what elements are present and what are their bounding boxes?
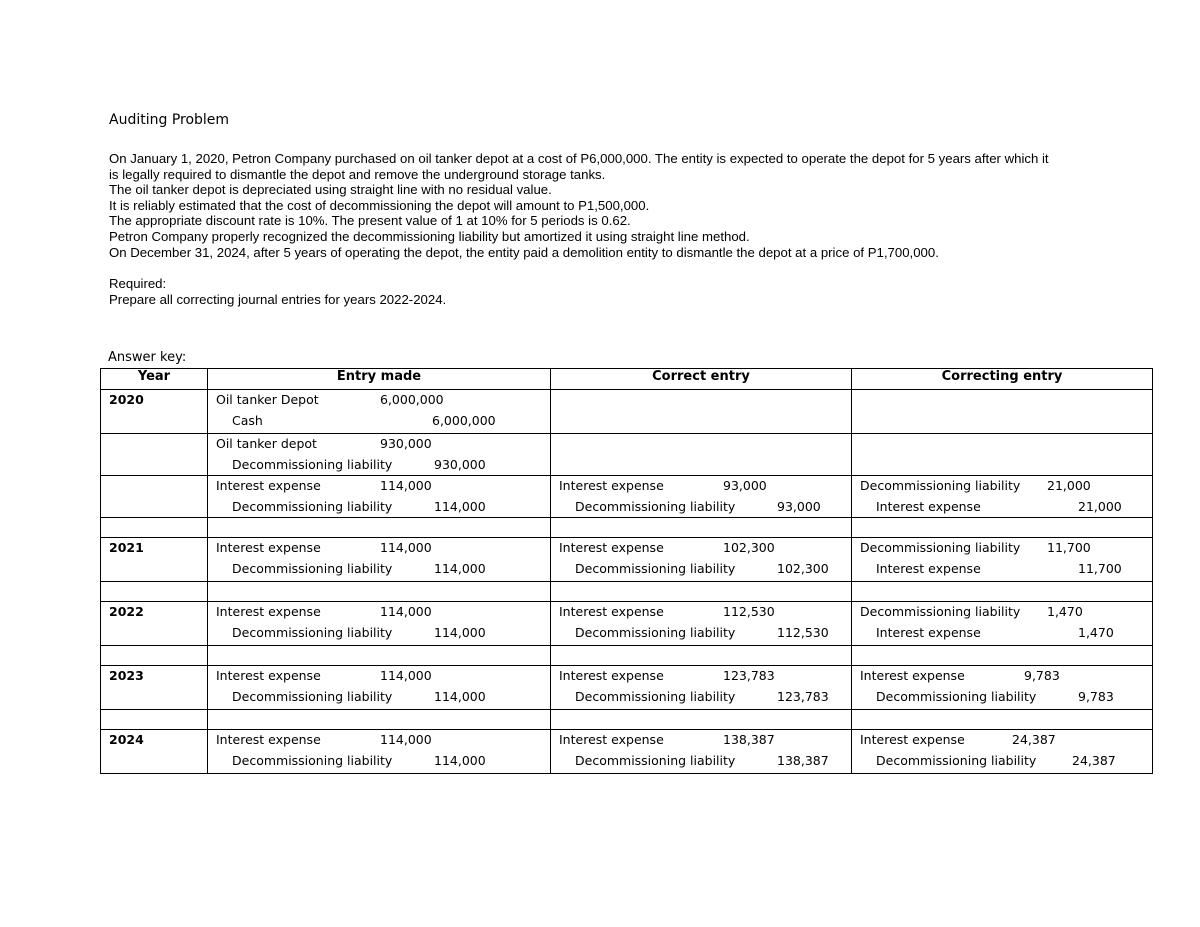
credit-amount: 112,530 <box>777 624 829 640</box>
debit-amount: 114,000 <box>380 604 432 619</box>
credit-account: Interest expense <box>876 624 981 640</box>
debit-amount: 93,000 <box>723 478 767 493</box>
credit-amount: 93,000 <box>777 498 821 514</box>
debit-account: Interest expense <box>216 732 321 747</box>
debit-amount: 6,000,000 <box>380 392 444 407</box>
required-label: Required: <box>109 276 167 291</box>
answer-key-label: Answer key: <box>108 350 187 365</box>
year-cell: 2022 <box>101 602 208 646</box>
entry-made-cell <box>208 476 551 518</box>
credit-account: Decommissioning liability <box>575 752 736 768</box>
credit-amount: 24,387 <box>1072 752 1116 768</box>
year-cell: 2024 <box>101 730 208 774</box>
problem-line: On December 31, 2024, after 5 years of operating the depot, the entity paid a demolition entity to dismantle the depot at a price of P1,700,000. <box>109 244 939 260</box>
credit-amount: 114,000 <box>434 498 486 514</box>
problem-line: On January 1, 2020, Petron Company purchased on oil tanker depot at a cost of P6,000,000. The entity is expected to operate the depot for 5 years after which it <box>109 151 1049 166</box>
problem-statement <box>109 151 1109 260</box>
entry-made-cell <box>208 538 551 582</box>
correcting-entry-cell <box>852 666 1153 710</box>
correct-entry-cell <box>551 730 852 774</box>
correcting-entry-cell <box>852 538 1153 582</box>
correct-entry-cell <box>551 538 852 582</box>
credit-amount: 1,470 <box>1078 624 1114 640</box>
correct-entry-cell <box>551 390 852 434</box>
debit-account: Oil tanker Depot <box>216 392 319 407</box>
entry-made-cell <box>208 390 551 434</box>
correcting-entry-cell <box>852 602 1153 646</box>
problem-line: It is reliably estimated that the cost of decommissioning the depot will amount to P1,500,000. <box>109 197 650 213</box>
credit-account: Decommissioning liability <box>232 624 393 640</box>
problem-line: Petron Company properly recognized the decommissioning liability but amortized it using straight line method. <box>109 228 750 244</box>
credit-amount: 6,000,000 <box>432 412 496 428</box>
correct-entry-cell <box>551 602 852 646</box>
document-title: Auditing Problem <box>109 112 230 128</box>
debit-amount: 114,000 <box>380 540 432 555</box>
debit-account: Interest expense <box>559 732 664 747</box>
credit-amount: 11,700 <box>1078 560 1122 576</box>
correcting-entry-cell <box>852 390 1153 434</box>
credit-account: Decommissioning liability <box>575 688 736 704</box>
debit-account: Interest expense <box>559 668 664 683</box>
credit-amount: 114,000 <box>434 560 486 576</box>
year-cell: 2023 <box>101 666 208 710</box>
debit-account: Oil tanker depot <box>216 436 317 451</box>
correct-entry-cell <box>551 476 852 518</box>
credit-amount: 114,000 <box>434 624 486 640</box>
year-cell: 2021 <box>101 538 208 582</box>
debit-amount: 138,387 <box>723 732 775 747</box>
debit-account: Interest expense <box>860 668 965 683</box>
debit-amount: 114,000 <box>380 732 432 747</box>
required-section <box>109 276 446 307</box>
correcting-entry-cell <box>852 730 1153 774</box>
debit-account: Interest expense <box>860 732 965 747</box>
credit-account: Cash <box>232 412 263 428</box>
debit-account: Interest expense <box>216 478 321 493</box>
entry-made-cell <box>208 434 551 476</box>
credit-amount: 21,000 <box>1078 498 1122 514</box>
debit-account: Interest expense <box>559 478 664 493</box>
debit-account: Decommissioning liability <box>860 604 1021 619</box>
table-row <box>101 390 1153 434</box>
credit-account: Decommissioning liability <box>232 456 393 472</box>
debit-amount: 21,000 <box>1047 478 1091 493</box>
debit-amount: 102,300 <box>723 540 775 555</box>
header-entry-made: Entry made <box>208 369 551 390</box>
credit-account: Decommissioning liability <box>232 752 393 768</box>
debit-amount: 1,470 <box>1047 604 1083 619</box>
debit-account: Decommissioning liability <box>860 478 1021 493</box>
problem-line: is legally required to dismantle the depot and remove the underground storage tanks. <box>109 166 606 182</box>
debit-amount: 112,530 <box>723 604 775 619</box>
credit-account: Decommissioning liability <box>575 498 736 514</box>
table-header-row <box>101 369 1153 390</box>
debit-account: Interest expense <box>216 668 321 683</box>
answer-key-table <box>100 368 1153 774</box>
problem-line: The oil tanker depot is depreciated using straight line with no residual value. <box>109 182 552 198</box>
spacer-row <box>101 710 1153 730</box>
credit-account: Interest expense <box>876 560 981 576</box>
credit-amount: 930,000 <box>434 456 486 472</box>
correcting-entry-cell <box>852 476 1153 518</box>
debit-amount: 114,000 <box>380 478 432 493</box>
credit-account: Decommissioning liability <box>575 624 736 640</box>
spacer-row <box>101 518 1153 538</box>
year-cell <box>101 476 208 518</box>
table-row <box>101 602 1153 646</box>
debit-amount: 9,783 <box>1024 668 1060 683</box>
required-text: Prepare all correcting journal entries for years 2022-2024. <box>109 291 447 307</box>
table-row <box>101 730 1153 774</box>
year-cell <box>101 434 208 476</box>
debit-amount: 123,783 <box>723 668 775 683</box>
credit-account: Decommissioning liability <box>575 560 736 576</box>
credit-amount: 123,783 <box>777 688 829 704</box>
year-cell: 2020 <box>101 390 208 434</box>
header-correcting-entry: Correcting entry <box>852 369 1153 390</box>
header-year: Year <box>101 369 208 390</box>
credit-account: Decommissioning liability <box>232 688 393 704</box>
entry-made-cell <box>208 602 551 646</box>
debit-account: Interest expense <box>559 540 664 555</box>
debit-amount: 11,700 <box>1047 540 1091 555</box>
entry-made-cell <box>208 730 551 774</box>
correct-entry-cell <box>551 666 852 710</box>
table-row <box>101 434 1153 476</box>
credit-account: Decommissioning liability <box>876 752 1037 768</box>
debit-account: Interest expense <box>216 540 321 555</box>
debit-account: Interest expense <box>216 604 321 619</box>
credit-account: Decommissioning liability <box>876 688 1037 704</box>
credit-account: Interest expense <box>876 498 981 514</box>
debit-account: Interest expense <box>559 604 664 619</box>
credit-account: Decommissioning liability <box>232 560 393 576</box>
credit-amount: 9,783 <box>1078 688 1114 704</box>
header-correct-entry: Correct entry <box>551 369 852 390</box>
debit-amount: 930,000 <box>380 436 432 451</box>
debit-account: Decommissioning liability <box>860 540 1021 555</box>
problem-line: The appropriate discount rate is 10%. The present value of 1 at 10% for 5 periods is 0.62. <box>109 213 631 229</box>
credit-amount: 102,300 <box>777 560 829 576</box>
debit-amount: 24,387 <box>1012 732 1056 747</box>
credit-amount: 114,000 <box>434 688 486 704</box>
correcting-entry-cell <box>852 434 1153 476</box>
spacer-row <box>101 646 1153 666</box>
spacer-row <box>101 582 1153 602</box>
table-row <box>101 476 1153 518</box>
credit-amount: 138,387 <box>777 752 829 768</box>
credit-account: Decommissioning liability <box>232 498 393 514</box>
debit-amount: 114,000 <box>380 668 432 683</box>
table-row <box>101 666 1153 710</box>
entry-made-cell <box>208 666 551 710</box>
credit-amount: 114,000 <box>434 752 486 768</box>
correct-entry-cell <box>551 434 852 476</box>
table-row <box>101 538 1153 582</box>
